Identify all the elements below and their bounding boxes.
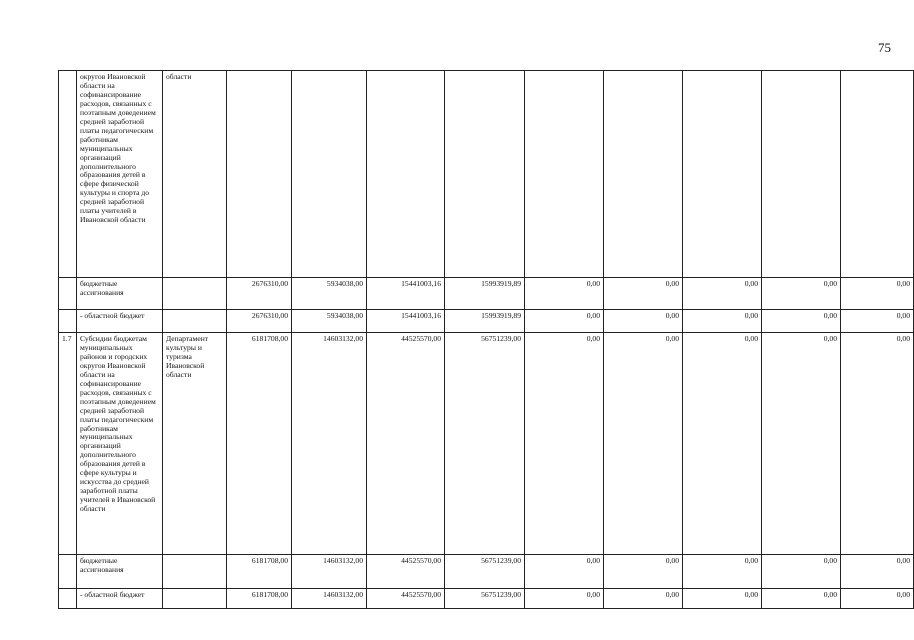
- table-row: [59, 310, 914, 333]
- value-cell: 0,00: [762, 589, 841, 609]
- value-cell: [227, 71, 292, 278]
- table-row: [59, 71, 914, 278]
- row-description-cell: - областной бюджет: [77, 310, 163, 333]
- value-cell: 14603132,00: [292, 555, 367, 589]
- value-cell: 0,00: [762, 310, 841, 333]
- row-description-cell: Субсидии бюджетам муниципальных районов и городских округов Ивановской области на софинансирование расходов, связанных с поэтапным доведением средней заработной платы педагогическим работникам муниципальных организаций дополнительного образования детей в сфере культуры и искусства до средней заработной платы учителей в Ивановской области: [77, 333, 163, 555]
- value-cell: 6181708,00: [227, 589, 292, 609]
- value-cell: 0,00: [604, 555, 683, 589]
- value-cell: 2676310,00: [227, 310, 292, 333]
- row-executor-cell: [163, 589, 227, 609]
- row-index-cell: [59, 71, 77, 278]
- row-executor-cell: [163, 310, 227, 333]
- value-cell: 0,00: [841, 278, 914, 310]
- value-cell: 0,00: [841, 555, 914, 589]
- table-row: [59, 589, 914, 609]
- value-cell: 6181708,00: [227, 555, 292, 589]
- value-cell: 6181708,00: [227, 333, 292, 555]
- page-number: 75: [878, 40, 891, 55]
- value-cell: 0,00: [525, 589, 604, 609]
- table-row: [59, 555, 914, 589]
- value-cell: 0,00: [762, 278, 841, 310]
- value-cell: 0,00: [604, 278, 683, 310]
- value-cell: 15441003,16: [367, 310, 445, 333]
- row-description-cell: бюджетные ассигнования: [77, 278, 163, 310]
- value-cell: 44525570,00: [367, 333, 445, 555]
- value-cell: 0,00: [525, 333, 604, 555]
- value-cell: 5934038,00: [292, 278, 367, 310]
- row-executor-cell: [163, 278, 227, 310]
- value-cell: 56751239,00: [445, 589, 525, 609]
- value-cell: [762, 71, 841, 278]
- value-cell: 56751239,00: [445, 333, 525, 555]
- value-cell: 0,00: [683, 333, 762, 555]
- value-cell: 2676310,00: [227, 278, 292, 310]
- value-cell: 0,00: [525, 278, 604, 310]
- row-description-cell: бюджетные ассигнования: [77, 555, 163, 589]
- value-cell: 15993919,89: [445, 310, 525, 333]
- value-cell: [604, 71, 683, 278]
- row-index-cell: 1.7: [59, 333, 77, 555]
- value-cell: 0,00: [525, 310, 604, 333]
- value-cell: 14603132,00: [292, 333, 367, 555]
- table-row: [59, 278, 914, 310]
- value-cell: 14603132,00: [292, 589, 367, 609]
- value-cell: 15441003,16: [367, 278, 445, 310]
- value-cell: 0,00: [762, 333, 841, 555]
- value-cell: [683, 71, 762, 278]
- row-description-cell: - областной бюджет: [77, 589, 163, 609]
- value-cell: 5934038,00: [292, 310, 367, 333]
- row-description-cell: округов Ивановской области на софинансирование расходов, связанных с поэтапным доведением средней заработной платы педагогическим работникам муниципальных организаций дополнительного образования детей в сфере физической культуры и спорта до средней заработной платы учителей в Ивановской области: [77, 71, 163, 278]
- row-executor-cell: Департамент культуры и туризма Ивановской области: [163, 333, 227, 555]
- row-index-cell: [59, 310, 77, 333]
- value-cell: 44525570,00: [367, 589, 445, 609]
- value-cell: [292, 71, 367, 278]
- row-executor-cell: области: [163, 71, 227, 278]
- budget-table: [58, 70, 914, 609]
- row-index-cell: [59, 589, 77, 609]
- value-cell: [367, 71, 445, 278]
- value-cell: [841, 71, 914, 278]
- value-cell: 0,00: [604, 333, 683, 555]
- row-index-cell: [59, 555, 77, 589]
- value-cell: 0,00: [604, 589, 683, 609]
- value-cell: 0,00: [841, 310, 914, 333]
- value-cell: 0,00: [683, 555, 762, 589]
- value-cell: 0,00: [841, 333, 914, 555]
- row-executor-cell: [163, 555, 227, 589]
- value-cell: 0,00: [683, 310, 762, 333]
- value-cell: [525, 71, 604, 278]
- value-cell: 0,00: [525, 555, 604, 589]
- table-row: [59, 333, 914, 555]
- value-cell: [445, 71, 525, 278]
- value-cell: 0,00: [604, 310, 683, 333]
- value-cell: 15993919,89: [445, 278, 525, 310]
- value-cell: 56751239,00: [445, 555, 525, 589]
- value-cell: 0,00: [841, 589, 914, 609]
- row-index-cell: [59, 278, 77, 310]
- value-cell: 0,00: [762, 555, 841, 589]
- value-cell: 0,00: [683, 589, 762, 609]
- value-cell: 0,00: [683, 278, 762, 310]
- value-cell: 44525570,00: [367, 555, 445, 589]
